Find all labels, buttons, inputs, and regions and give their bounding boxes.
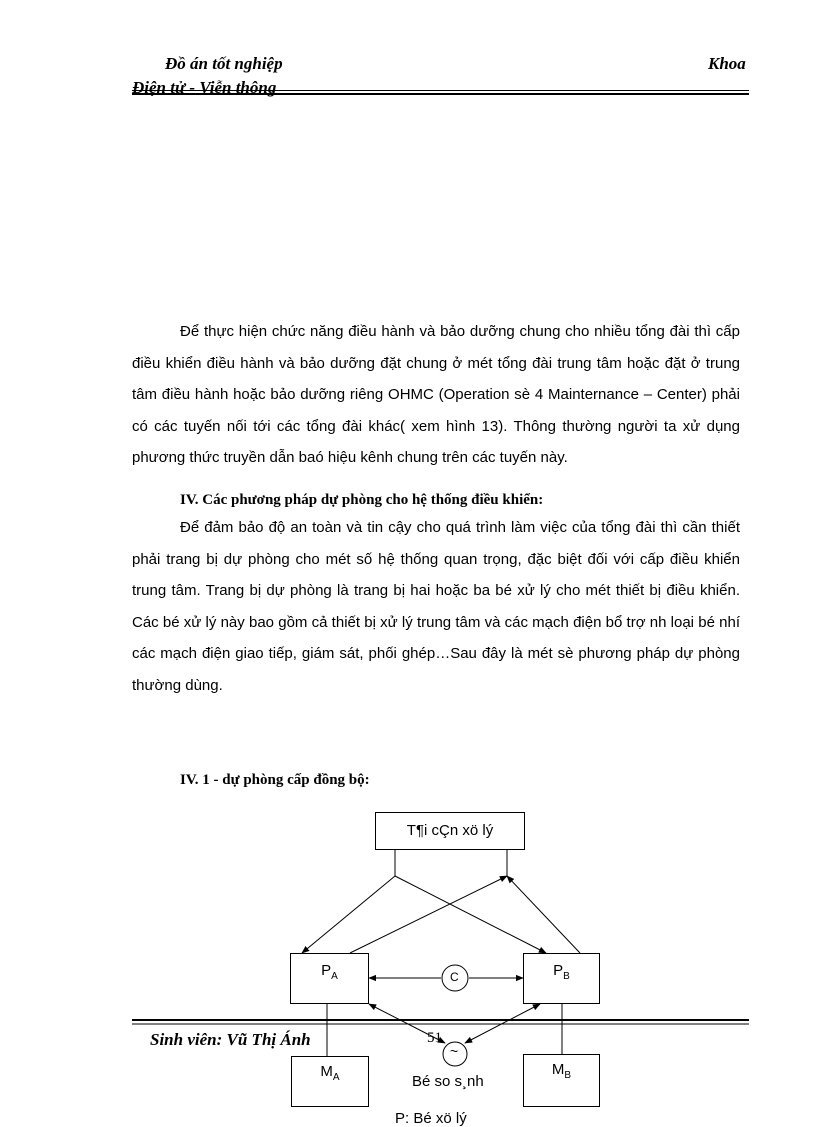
memory-b-subscript: B	[564, 1070, 572, 1081]
c-symbol: C	[450, 970, 459, 984]
memory-a-box	[291, 1056, 369, 1107]
legend-processor: P: Bé xö lý	[395, 1110, 467, 1127]
load-box-label: T¶i cÇn xö lý	[406, 822, 494, 839]
paragraph-operation-maintenance: Để thực hiện chức năng điều hành và bảo dưỡng chung cho nhiều tổng đài thì cấp điều khiển điều hành và bảo dưỡng đặt chung ở mét tổng đài trung tâm hoặc đặt ở trung tâm điều hành hoặc bảo dưỡng riêng OHMC (Operation sè 4 Mainternance – Center) phải có các tuyến nối tới các tổng đài khác( xem hình 13). Thông thường người ta xử dụng phương thức truyền dẫn baó hiệu kênh chung trên các tuyến này.	[132, 323, 740, 466]
arrow-load-to-pa	[302, 876, 395, 953]
subsection-heading-sync-backup: IV. 1 - dự phòng cấp đồng bộ:	[180, 772, 370, 788]
processor-b-subscript: B	[563, 971, 570, 982]
header-department: Điện tử - Viễn thông	[132, 78, 277, 97]
header-faculty: Khoa	[708, 54, 746, 73]
processor-b-label: P	[553, 962, 564, 979]
arrow-pb-to-load	[507, 876, 580, 953]
memory-a-label: M	[320, 1063, 333, 1080]
memory-a-subscript: A	[332, 1072, 340, 1083]
footer-student-name: Sinh viên: Vũ Thị Ánh	[150, 1030, 311, 1049]
processor-a-label: P	[321, 962, 332, 979]
processor-a-subscript: A	[331, 971, 338, 982]
arrow-pa-to-load	[350, 876, 507, 953]
page-number: 51	[427, 1030, 442, 1046]
memory-b-box	[523, 1054, 600, 1107]
processor-a-box	[290, 953, 369, 1004]
load-box	[375, 812, 525, 850]
comparator-label: Bé so s¸nh	[412, 1073, 484, 1090]
arrow-load-to-pb	[395, 876, 546, 953]
processor-b-box	[523, 953, 600, 1004]
memory-b-label: M	[551, 1061, 565, 1078]
paragraph-backup-intro: Để đảm bảo độ an toàn và tin cậy cho quá trình làm việc của tổng đài thì cần thiết phải trang bị dự phòng cho mét số hệ thống quan trọng, đặc biệt đối với cấp điều khiển trung tâm. Trang bị dự phòng là trang bị hai hoặc ba bé xử lý cho mét thiết bị điều khiển. Các bé xử lý này bao gồm cả thiết bị xử lý trung tâm và các mạch điện bổ trợ nh loại bé nhí các mạch điện giao tiếp, giám sát, phối ghép…Sau đây là mét sè phương pháp dự phòng thường dùng.	[132, 519, 740, 694]
section-heading-backup-methods: IV. Các phương pháp dự phòng cho hệ thống điều khiển:	[180, 492, 544, 508]
header-title: Đồ án tốt nghiệp	[165, 54, 283, 73]
compare-symbol: ~	[450, 1043, 459, 1059]
